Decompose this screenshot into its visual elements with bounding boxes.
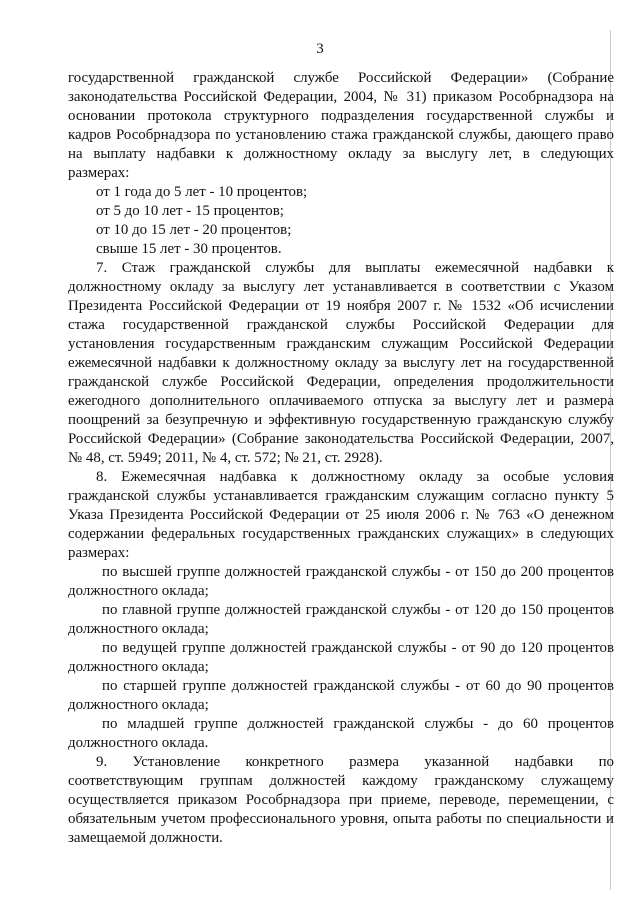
text-line: свыше 15 лет - 30 процентов. xyxy=(96,241,282,257)
text-line: замещаемой должности. xyxy=(68,830,223,846)
text-line: по младшей группе должностей гражданской службы - до 60 процентов xyxy=(102,716,614,732)
text-line: должностного оклада. xyxy=(68,735,209,751)
text-line: от 1 года до 5 лет - 10 процентов; xyxy=(96,184,308,200)
text-line: должностного оклада; xyxy=(68,659,209,675)
text-line: Указа Президента Российской Федерации от 25 июля 2006 г. № 763 «О денежном xyxy=(68,507,614,523)
text-line: стажа государственной гражданской службы Российской Федерации для xyxy=(68,317,614,333)
text-line: Президента Российской Федерации от 19 ноября 2007 г. № 1532 «Об исчислении xyxy=(68,298,614,314)
text-line: по главной группе должностей гражданской службы - от 120 до 150 процентов xyxy=(102,602,614,618)
text-line: основании протокола структурного подразделения государственной службы и xyxy=(68,108,614,124)
text-line: № 48, ст. 5949; 2011, № 4, ст. 572; № 21, ст. 2928). xyxy=(68,450,383,466)
text-line: размерах: xyxy=(68,165,130,181)
text-line: осуществляется приказом Рособрнадзора при приеме, переводе, перемещении, с xyxy=(68,792,614,808)
text-line: по старшей группе должностей гражданской службы - от 60 до 90 процентов xyxy=(102,678,614,694)
text-line: соответствующим группам должностей каждому гражданскому служащему xyxy=(68,773,614,789)
text-line: должностного оклада; xyxy=(68,583,209,599)
text-line: по высшей группе должностей гражданской службы - от 150 до 200 процентов xyxy=(102,564,614,580)
text-line: гражданской службе Российской Федерации, определения продолжительности xyxy=(68,374,614,390)
text-line: на выплату надбавки к должностному окладу за выслугу лет, в следующих xyxy=(68,146,614,162)
text-line: размерах: xyxy=(68,545,130,561)
text-line: должностного оклада; xyxy=(68,621,209,637)
text-line: 9. Установление конкретного размера указанной надбавки по xyxy=(96,754,614,770)
text-line: ежегодного дополнительного оплачиваемого отпуска за выслугу лет и размера xyxy=(68,393,614,409)
text-line: государственной гражданской службе Российской Федерации» (Собрание xyxy=(68,70,614,86)
text-line: должностному окладу за выслугу лет устанавливается в соответствии с Указом xyxy=(68,279,614,295)
text-line: 8. Ежемесячная надбавка к должностному окладу за особые условия xyxy=(96,469,614,485)
page-number: 3 xyxy=(316,41,324,57)
text-line: от 5 до 10 лет - 15 процентов; xyxy=(96,203,284,219)
text-line: содержании федеральных государственных гражданских служащих» в следующих xyxy=(68,526,614,542)
text-line: от 10 до 15 лет - 20 процентов; xyxy=(96,222,292,238)
text-line: должностного оклада; xyxy=(68,697,209,713)
text-line: Российской Федерации» (Собрание законодательства Российской Федерации, 2007, xyxy=(68,431,614,447)
text-line: ежемесячной надбавки к должностному окладу за выслугу лет на государственной xyxy=(68,355,614,371)
text-line: гражданской службы устанавливается гражданским служащим согласно пункту 5 xyxy=(68,488,614,504)
text-line: 7. Стаж гражданской службы для выплаты ежемесячной надбавки к xyxy=(96,260,614,276)
text-line: обязательным учетом профессионального уровня, опыта работы по специальности и xyxy=(68,811,614,827)
text-line: законодательства Российской Федерации, 2004, № 31) приказом Рособрнадзора на xyxy=(68,89,614,105)
text-line: поощрений за безупречную и эффективную государственную гражданскую службу xyxy=(68,412,614,428)
text-line: установления государственным гражданским служащим Российской Федерации xyxy=(68,336,614,352)
text-line: кадров Рособрнадзора по установлению стажа гражданской службы, дающего право xyxy=(68,127,614,143)
text-line: по ведущей группе должностей гражданской службы - от 90 до 120 процентов xyxy=(102,640,614,656)
